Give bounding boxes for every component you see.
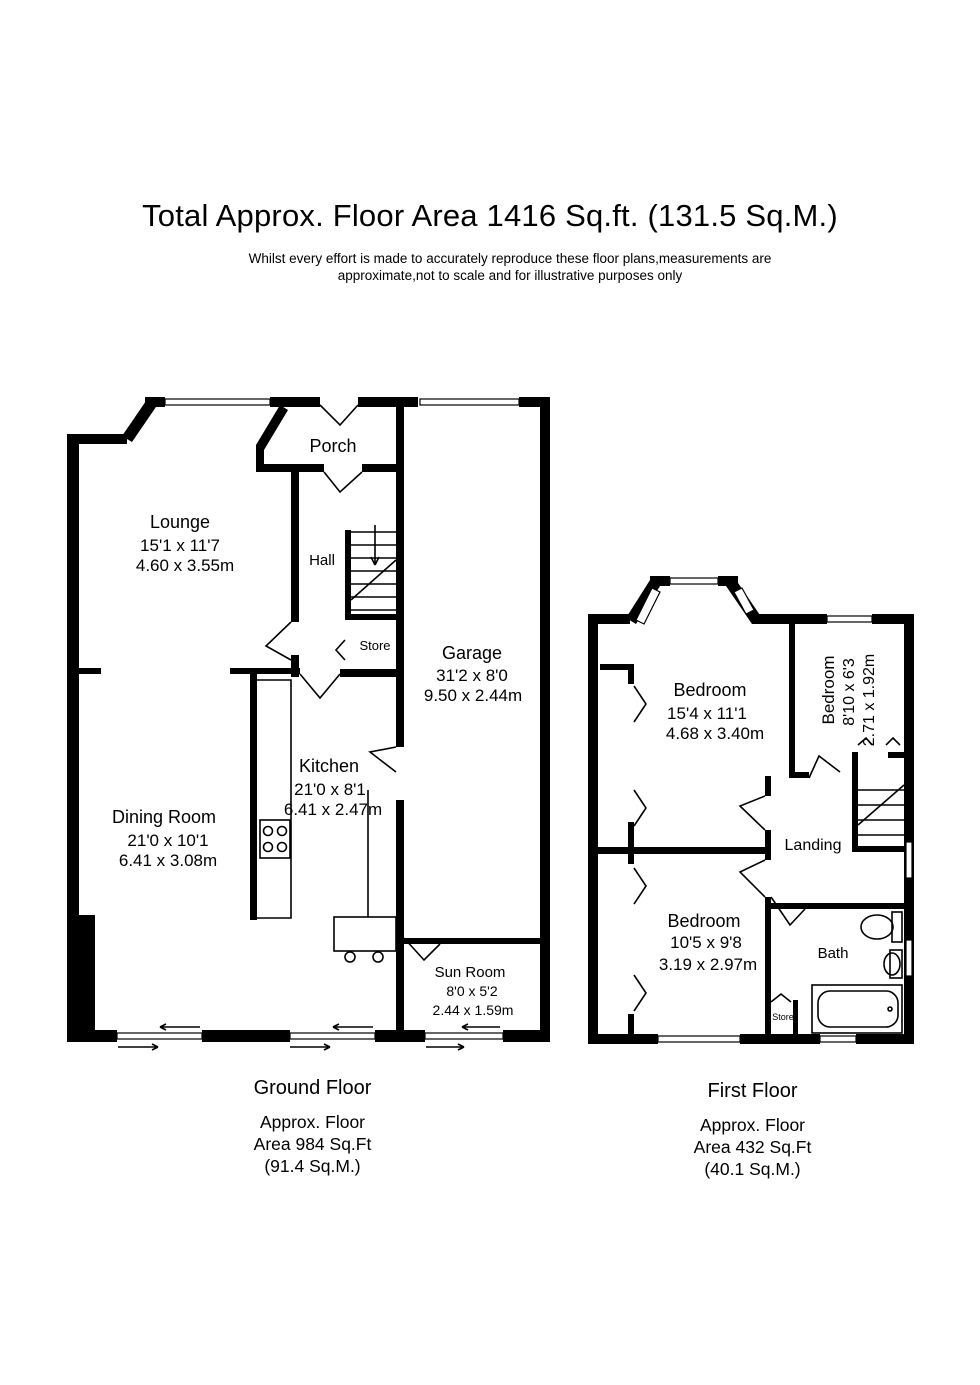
ground-floor-area-line-1: Approx. Floor	[259, 1112, 366, 1132]
porch-label: Porch	[309, 436, 357, 456]
disclaimer-line-1: Whilst every effort is made to accurately reproduce these floor plans,measurements are	[248, 251, 772, 266]
lounge-label: Lounge	[149, 512, 211, 532]
ground-floor-area-line-2: Area 984 Sq.Ft	[253, 1134, 372, 1154]
bedroom-1-metric: 4.68 x 3.40m	[665, 724, 765, 743]
kitchen-metric: 6.41 x 2.47m	[283, 800, 383, 819]
bath-label: Bath	[817, 945, 849, 962]
ground-floor-caption	[200, 1077, 425, 1177]
first-floor-area-line-3: (40.1 Sq.M.)	[704, 1159, 801, 1179]
bedroom-2-label: Bedroom	[819, 655, 838, 725]
bedroom-1-imperial: 15'4 x 11'1	[667, 704, 747, 723]
ground-floor-area-line-3: (91.4 Sq.M.)	[264, 1156, 361, 1176]
total-floor-area-title: Total Approx. Floor Area 1416 Sq.ft. (131.5 Sq.M.)	[142, 198, 838, 233]
bedroom-2-metric: 2.71 x 1.92m	[861, 653, 878, 747]
ground-floor-walls	[67, 397, 550, 1042]
garage-metric: 9.50 x 2.44m	[423, 686, 523, 705]
ground-floor-title: Ground Floor	[253, 1077, 372, 1099]
dining-room-label: Dining Room	[111, 807, 217, 827]
first-floor-stairs	[858, 785, 904, 835]
first-floor-area-line-2: Area 432 Sq.Ft	[693, 1137, 812, 1157]
bedroom-2-imperial: 8'10 x 6'3	[841, 658, 858, 726]
ground-floor-stairs	[351, 525, 396, 610]
landing-label: Landing	[784, 837, 842, 854]
ground-floor-labels	[112, 436, 522, 1018]
sun-room-label: Sun Room	[434, 964, 506, 981]
sun-room-imperial: 8'0 x 5'2	[446, 983, 498, 999]
dining-room-imperial: 21'0 x 10'1	[127, 831, 209, 850]
bedroom-1-label: Bedroom	[673, 680, 747, 700]
first-floor-caption	[640, 1080, 865, 1180]
first-floor-store-label: Store	[772, 1012, 794, 1022]
first-floor-plan	[588, 576, 914, 1044]
first-floor-area-line-1: Approx. Floor	[699, 1115, 806, 1135]
hall-label: Hall	[309, 552, 335, 569]
kitchen-imperial: 21'0 x 8'1	[294, 780, 366, 799]
bedroom-3-metric: 3.19 x 2.97m	[658, 955, 758, 974]
garage-label: Garage	[441, 643, 503, 663]
kitchen-fittings	[257, 680, 396, 962]
kitchen-label: Kitchen	[298, 756, 360, 776]
bedroom-2-rotated-label	[819, 654, 878, 747]
garage-imperial: 31'2 x 8'0	[436, 666, 508, 685]
store-label: Store	[359, 638, 391, 653]
bedroom-3-imperial: 10'5 x 9'8	[670, 933, 742, 952]
disclaimer-line-2: approximate,not to scale and for illustrative purposes only	[337, 268, 683, 283]
bathroom-fittings	[812, 912, 902, 1033]
first-floor-title: First Floor	[707, 1080, 798, 1102]
dining-room-metric: 6.41 x 3.08m	[118, 851, 218, 870]
ground-floor-plan	[67, 397, 550, 1050]
lounge-metric: 4.60 x 3.55m	[135, 556, 235, 575]
sun-room-metric: 2.44 x 1.59m	[432, 1002, 514, 1018]
bedroom-3-label: Bedroom	[667, 911, 741, 931]
lounge-imperial: 15'1 x 11'7	[140, 536, 220, 555]
